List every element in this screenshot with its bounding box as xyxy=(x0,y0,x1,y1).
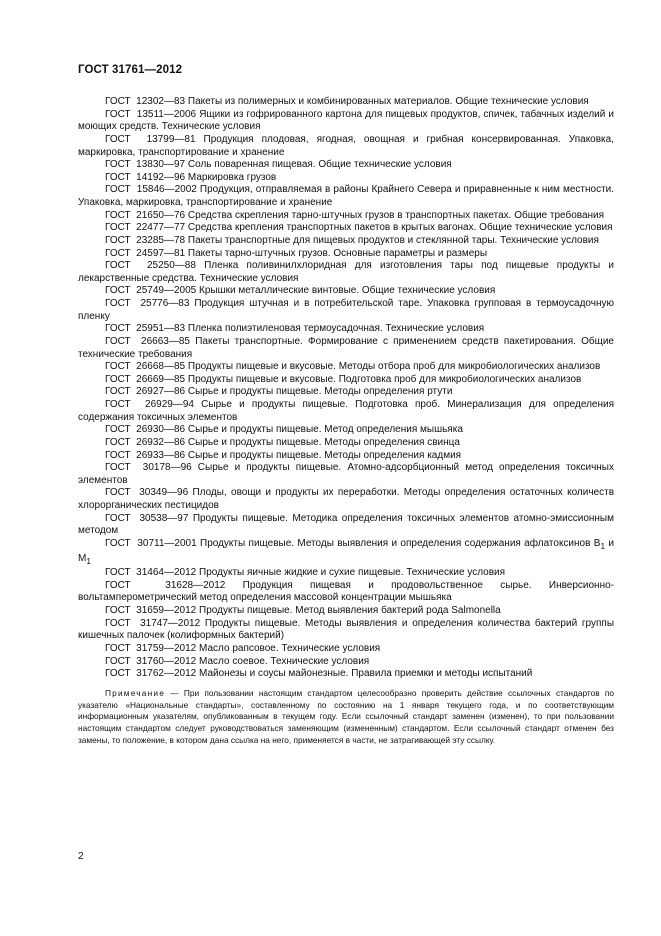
reference-item xyxy=(78,96,614,109)
reference-code: ГОСТ 30178—96 xyxy=(105,462,192,474)
reference-code: ГОСТ 26663—85 xyxy=(105,335,190,347)
note-label: Примечание xyxy=(105,687,166,698)
reference-item xyxy=(78,374,614,387)
reference-title: Средства крепления транспортных пакетов в крытых вагонах. Общие технические условия xyxy=(187,222,613,234)
reference-title: Продукты яичные жидкие и сухие пищевые. Технические условия xyxy=(199,567,506,579)
reference-item xyxy=(78,235,614,248)
reference-title: Средства скрепления тарно-штучных грузов в транспортных пакетах. Общие требования xyxy=(187,209,605,221)
reference-item xyxy=(78,184,614,209)
reference-item xyxy=(78,361,614,374)
reference-code: ГОСТ 30349—96 xyxy=(105,487,189,499)
reference-title: Сырье и продукты пищевые. Методы определения свинца xyxy=(187,436,460,448)
subscript: 1 xyxy=(600,540,606,551)
reference-code: ГОСТ 31760—2012 xyxy=(105,655,197,667)
note-paragraph xyxy=(78,688,614,747)
reference-code: ГОСТ 26932—86 xyxy=(105,436,186,448)
reference-title: Маркировка грузов xyxy=(187,171,277,183)
reference-item xyxy=(78,323,614,336)
reference-item xyxy=(78,336,614,361)
reference-title: Пакеты транспортные. Формирование с применением средств пакетирования. Общие технические требования xyxy=(78,335,614,360)
subscript: 1 xyxy=(86,555,91,566)
reference-item xyxy=(78,260,614,285)
reference-title: Пакеты из полимерных и комбинированных материалов. Общие технические условия xyxy=(187,96,589,107)
reference-code: ГОСТ 31762—2012 xyxy=(105,668,197,680)
reference-code: ГОСТ 26669—85 xyxy=(105,373,186,385)
reference-item xyxy=(78,656,614,669)
document-header: ГОСТ 31761—2012 xyxy=(78,64,183,76)
reference-code: ГОСТ 25951—83 xyxy=(105,323,186,335)
reference-item xyxy=(78,210,614,223)
reference-item xyxy=(78,668,614,681)
reference-item xyxy=(78,159,614,172)
reference-code: ГОСТ 13511—2006 xyxy=(105,108,197,120)
reference-title: Продукты пищевые. Методы выявления и определения содержания афлатоксинов B xyxy=(200,537,601,549)
reference-item xyxy=(78,462,614,487)
reference-title: Сырье и продукты пищевые. Методы определения ртути xyxy=(187,386,453,398)
reference-code: ГОСТ 30538—97 xyxy=(105,512,189,524)
reference-code: ГОСТ 25776—83 xyxy=(105,298,190,309)
reference-code: ГОСТ 13830—97 xyxy=(105,159,186,171)
reference-item xyxy=(78,437,614,450)
reference-code: ГОСТ 31464—2012 xyxy=(105,567,197,579)
reference-item xyxy=(78,109,614,134)
reference-item xyxy=(78,222,614,235)
reference-title: Сырье и продукты пищевые. Атомно-адсорбционный метод определения токсичных элементов xyxy=(78,462,614,486)
reference-title: Плоды, овощи и продукты их переработки. Методы определения остаточных количеств хлорорганических пестицидов xyxy=(78,487,615,511)
reference-code: ГОСТ 31628—2012 xyxy=(105,579,226,591)
reference-code: ГОСТ 26930—86 xyxy=(105,424,186,436)
reference-title: Соль поваренная пищевая. Общие технические условия xyxy=(187,159,452,171)
reference-item xyxy=(78,172,614,185)
reference-title: Сырье и продукты пищевые. Методы определения кадмия xyxy=(187,449,462,461)
reference-item xyxy=(78,643,614,656)
reference-code: ГОСТ 26933—86 xyxy=(105,449,186,461)
reference-title: Продукты пищевые. Метод выявления бактерий рода Salmonella xyxy=(199,605,501,616)
reference-item xyxy=(78,386,614,399)
reference-title: Крышки металлические винтовые. Общие технические условия xyxy=(199,285,496,297)
reference-title: Продукция штучная и в потребительской таре. Упаковка групповая в термоусадочную пленку xyxy=(78,298,614,322)
reference-code: ГОСТ 13799—81 xyxy=(105,133,196,145)
reference-title: Продукты пищевые и вкусовые. Подготовка проб для микробиологических анализов xyxy=(187,373,582,385)
reference-code: ГОСТ 31759—2012 xyxy=(105,642,197,654)
reference-code: ГОСТ 14192—96 xyxy=(105,171,186,183)
note-text: — При пользовании настоящим стандартом целесообразно проверить действие ссылочных стандартов по указателю «Национальные стандарты», составленному по состоянию на 1 января текущего года, и по соответствующим информационным указателям, опубликованным в текущем году. Если ссылочный стандарт заменен (изменен), то при пользовании настоящим стандартом следует руководствоваться заменяющим (измененным) стандартом. Если ссылочный стандарт отменен без замены, то положение, в котором дана ссылка на него, применяется в части, не затрагивающей эту ссылку. xyxy=(78,687,614,745)
reference-title: Сырье и продукты пищевые. Метод определения мышьяка xyxy=(187,424,463,436)
reference-item xyxy=(78,134,614,159)
reference-item xyxy=(78,605,614,618)
reference-item xyxy=(78,567,614,580)
reference-item xyxy=(78,298,614,323)
reference-title-cont: и M xyxy=(78,537,615,564)
reference-item xyxy=(78,424,614,437)
reference-code: ГОСТ 31747—2012 xyxy=(105,617,201,629)
reference-title: Масло соевое. Технические условия xyxy=(199,655,370,667)
reference-item xyxy=(78,580,614,605)
reference-item xyxy=(78,538,614,567)
reference-title: Продукты пищевые. Методика определения токсичных элементов атомно-эмиссионным методом xyxy=(78,512,614,537)
reference-title: Сырье и продукты пищевые. Подготовка проб. Минерализация для определения содержания токсичных элементов xyxy=(78,399,614,423)
reference-code: ГОСТ 12302—83 xyxy=(105,96,186,107)
reference-code: ГОСТ 26929—94 xyxy=(105,399,194,410)
reference-item xyxy=(78,248,614,261)
reference-title: Пленка полиэтиленовая термоусадочная. Технические условия xyxy=(187,323,485,335)
reference-item xyxy=(78,513,614,538)
reference-title: Продукция пищевая и продовольственное сырье. Инверсионно-вольтамперометрический метод определения массовой концентрации мышьяка xyxy=(78,579,614,604)
reference-code: ГОСТ 31659—2012 xyxy=(105,605,197,616)
reference-title: Майонезы и соусы майонезные. Правила приемки и методы испытаний xyxy=(199,668,533,680)
reference-code: ГОСТ 25749—2005 xyxy=(105,285,197,297)
reference-item xyxy=(78,450,614,463)
reference-code: ГОСТ 15846—2002 xyxy=(105,184,197,196)
reference-title: Пакеты тарно-штучных грузов. Основные параметры и размеры xyxy=(187,247,488,259)
reference-title: Ящики из гофрированного картона для пищевых продуктов, спичек, табачных изделий и моющих средств. Технические условия xyxy=(78,108,614,133)
reference-code: ГОСТ 26927—86 xyxy=(105,386,186,398)
reference-item xyxy=(78,487,614,512)
normative-references xyxy=(78,96,614,747)
reference-item xyxy=(78,285,614,298)
reference-item xyxy=(78,399,614,424)
reference-code: ГОСТ 24597—81 xyxy=(105,247,186,259)
reference-code: ГОСТ 30711—2001 xyxy=(105,537,197,549)
reference-code: ГОСТ 26668—85 xyxy=(105,361,186,373)
reference-item xyxy=(78,618,614,643)
reference-code: ГОСТ 23285—78 xyxy=(105,234,186,246)
reference-title: Масло рапсовое. Технические условия xyxy=(199,642,381,654)
reference-code: ГОСТ 21650—76 xyxy=(105,209,186,221)
reference-title: Продукция, отправляемая в районы Крайнего Севера и приравненные к ним местности. Упаковка, маркировка, транспортирование и хранение xyxy=(78,184,615,208)
reference-title: Продукты пищевые и вкусовые. Методы отбора проб для микробиологических анализов xyxy=(187,361,601,373)
reference-title: Продукты пищевые. Методы выявления и определения количества бактерий группы кишечных палочек (колиформных бактерий) xyxy=(78,617,615,642)
reference-title: Продукция плодовая, ягодная, овощная и грибная консервированная. Упаковка, маркировка, транспортирование и хранение xyxy=(78,133,614,158)
page-number: 2 xyxy=(78,851,84,862)
reference-title: Пакеты транспортные для пищевых продуктов и стеклянной тары. Технические условия xyxy=(187,234,599,246)
reference-code: ГОСТ 22477—77 xyxy=(105,222,186,234)
reference-title: Пленка поливинилхлоридная для изготовления тары под пищевые продукты и лекарственные средства. Технические условия xyxy=(78,260,614,284)
reference-code: ГОСТ 25250—88 xyxy=(105,260,196,272)
